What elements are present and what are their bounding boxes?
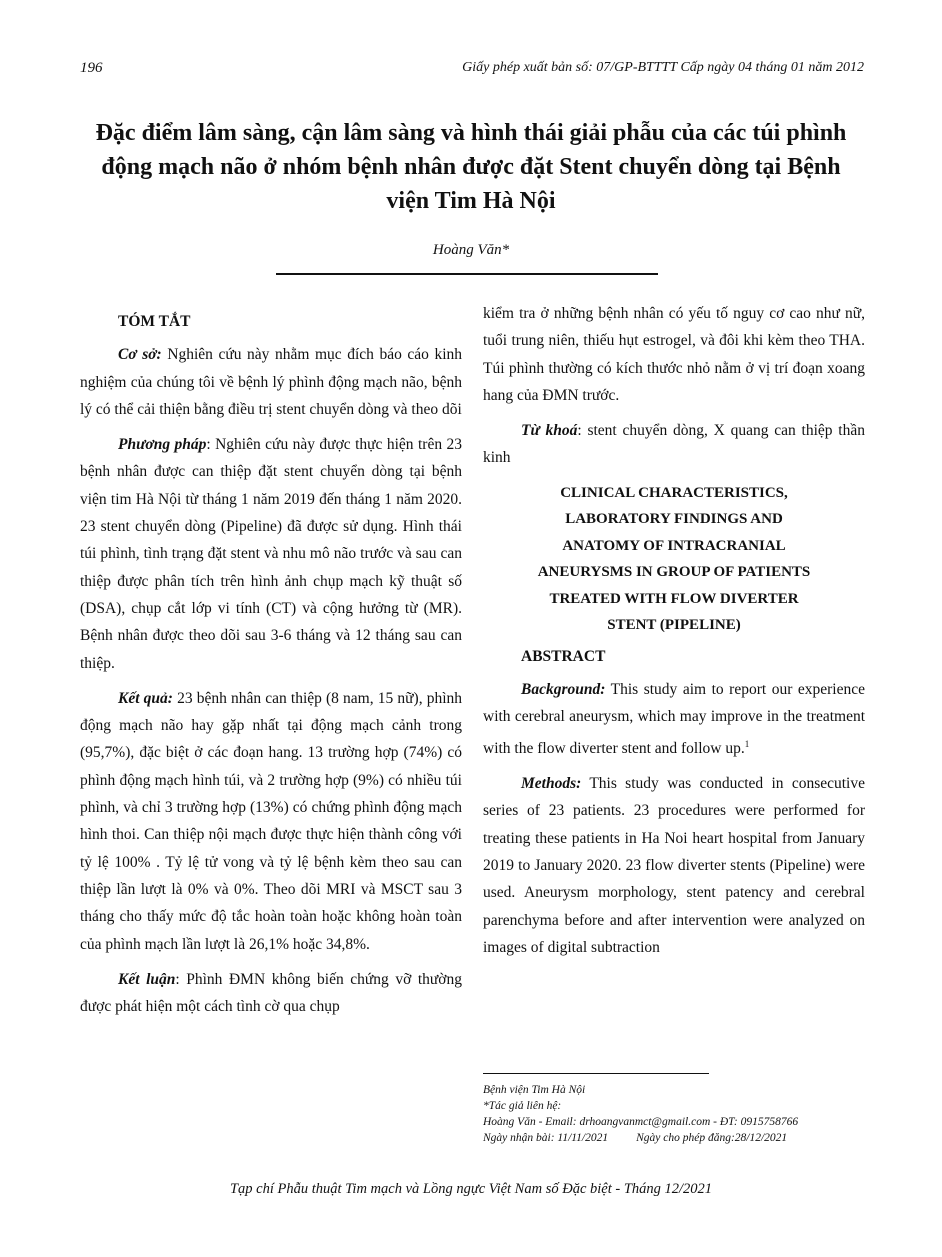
- conclusion-paragraph: [80, 966, 462, 1021]
- basis-text: Nghiên cứu này nhằm mục đích báo cáo kinh nghiệm của chúng tôi về bệnh lý phình động mạch não, bệnh lý có thể cải thiện bằng điều trị stent chuyển dòng và theo dõi: [80, 346, 463, 418]
- english-title-line: CLINICAL CHARACTERISTICS,: [560, 484, 788, 501]
- background-text: This study aim to report our experience with cerebral aneurysm, which may improve in the treatment with the flow diverter stent and follow up.: [483, 681, 865, 757]
- background-label: Background:: [521, 681, 606, 699]
- contact-label: *Tác giả liên hệ:: [483, 1100, 562, 1112]
- english-title-line: ANEURYSMS IN GROUP OF PATIENTS: [537, 564, 811, 581]
- method-text: : Nghiên cứu này được thực hiện trên 23 bệnh nhân được can thiệp đặt stent chuyển dòng tại bệnh viện tim Hà Nội từ tháng 1 năm 2019 đến tháng 1 năm 2020. 23 stent chuyển dòng (Pipeline) đã được sử dụng. Hình thái túi phình, tình trạng đặt stent và nhu mô não trước và sau can thiệp được phân tích trên hình ảnh chụp mạch kỹ thuật số (DSA), chụp cắt lớp vi tính (CT) và cộng hưởng từ (MR). Bệnh nhân được theo dõi sau 3-6 tháng và 12 tháng sau can thiệp.: [80, 436, 462, 672]
- method-label: Phương pháp: [118, 436, 207, 454]
- reference-marker: 1: [744, 738, 750, 749]
- result-label: Kết quả:: [118, 689, 173, 707]
- result-paragraph: [80, 685, 462, 958]
- dates-line: [483, 1130, 883, 1146]
- left-column: [80, 308, 462, 1028]
- affiliation: Bệnh viện Tim Hà Nội: [483, 1084, 586, 1096]
- conclusion-label: Kết luận: [118, 970, 176, 988]
- conclusion-continuation: kiểm tra ở những bệnh nhân có yếu tố nguy cơ cao như nữ, tuổi trung niên, thiếu hụt estrogel, và đôi khi kèm theo THA. Túi phình thường có kích thước nhỏ nằm ở vị trí đoạn xoang hang của ĐMN trước.: [483, 305, 865, 404]
- right-column: [483, 300, 865, 969]
- english-title-line: STENT (PIPELINE): [607, 617, 741, 634]
- journal-footer: Tạp chí Phẫu thuật Tim mạch và Lồng ngực Việt Nam số Đặc biệt - Tháng 12/2021: [229, 1181, 713, 1197]
- background-paragraph: [483, 676, 865, 762]
- english-title-line: TREATED WITH FLOW DIVERTER: [549, 590, 799, 607]
- basis-paragraph: [80, 341, 462, 423]
- english-title-line: LABORATORY FINDINGS AND: [565, 511, 783, 528]
- title-divider: [276, 273, 658, 275]
- contact-info: Hoàng Văn - Email: drhoangvanmct@gmail.com - ĐT: 0915758766: [483, 1116, 799, 1128]
- method-paragraph: [80, 431, 462, 677]
- keywords-label: Từ khoá: [521, 422, 578, 440]
- english-title-line: ANATOMY OF INTRACRANIAL: [562, 537, 786, 554]
- vi-abstract-heading: TÓM TẮT: [118, 313, 191, 330]
- received-date: Ngày nhận bài: 11/11/2021: [483, 1132, 609, 1144]
- accepted-date: Ngày cho phép đăng:28/12/2021: [636, 1132, 788, 1144]
- methods-text: This study was conducted in consecutive series of 23 patients. 23 procedures were performed for treating these patients in Ha Noi heart hospital from January 2019 to January 2020. 23 flow diverter stents (Pipeline) were used. Aneurysm morphology, stent patency and cerebral parenchyma before and after intervention were analyzed on images of digital subtraction: [483, 775, 865, 956]
- en-abstract-heading: ABSTRACT: [521, 647, 606, 665]
- methods-label: Methods:: [521, 775, 582, 793]
- english-title: [483, 480, 865, 639]
- keywords-text: : stent chuyển dòng, X quang can thiệp thần kinh: [483, 422, 865, 467]
- conclusion-text: : Phình ĐMN không biến chứng vỡ thường được phát hiện một cách tình cờ qua chụp: [80, 970, 462, 1016]
- keywords-paragraph: [483, 417, 865, 472]
- basis-label: Cơ sở:: [118, 346, 162, 364]
- result-text: 23 bệnh nhân can thiệp (8 nam, 15 nữ), phình động mạch não hay gặp nhất tại động mạch cảnh trong (95,7%), đặc biệt ở các đoạn hang. 13 trường hợp (74%) có phình động mạch hình túi, và 2 trường hợp (9%) có nhiều túi phình, và chỉ 3 trường hợp (13%) có chứng phình động mạch hình thoi. Can thiệp nội mạch được thực hiện thành công với tỷ lệ 100% . Tỷ lệ tử vong và tỷ lệ bệnh kèm theo sau can thiệp lần lượt là 0% và 0%. Theo dõi MRI và MSCT sau 3 tháng cho thấy mức độ tắc hoàn toàn hoặc không hoàn toàn của phình mạch lần lượt là 26,1% hoặc 34,8%.: [80, 689, 463, 953]
- methods-paragraph: [483, 770, 865, 961]
- footnotes: [483, 1082, 883, 1146]
- footnote-divider: [483, 1073, 709, 1074]
- page-number: 196: [80, 60, 103, 76]
- author-line: Hoàng Văn*: [432, 242, 510, 258]
- license-line: Giấy phép xuất bản số: 07/GP-BTTTT Cấp ngày 04 tháng 01 năm 2012: [462, 60, 864, 75]
- article-title: Đặc điểm lâm sàng, cận lâm sàng và hình thái giải phẫu của các túi phình động mạch não ở nhóm bệnh nhân được đặt Stent chuyển dòng tại Bệnh viện Tim Hà Nội: [95, 120, 847, 214]
